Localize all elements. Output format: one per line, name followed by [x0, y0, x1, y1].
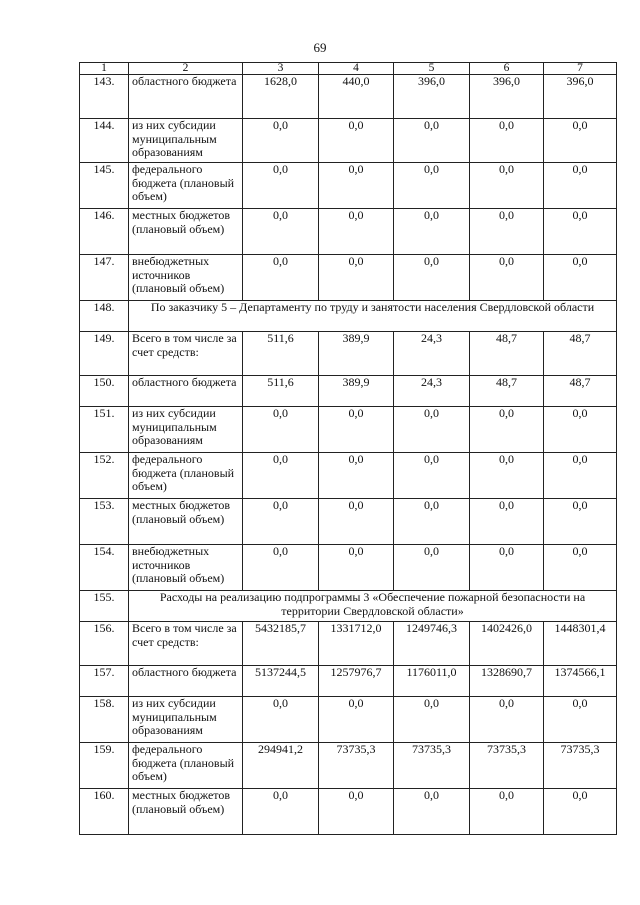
value-cell: 0,0	[470, 163, 544, 209]
row-label: областного бюджета	[129, 666, 243, 697]
row-label: местных бюджетов (плановый объем)	[129, 209, 243, 255]
value-cell: 1176011,0	[394, 666, 470, 697]
value-cell: 0,0	[544, 163, 617, 209]
value-cell: 48,7	[470, 376, 544, 407]
table-row	[80, 301, 617, 332]
table-row	[80, 453, 617, 499]
value-cell: 0,0	[470, 545, 544, 591]
row-label: местных бюджетов (плановый объем)	[129, 789, 243, 835]
table-row	[80, 407, 617, 453]
row-number: 150.	[80, 376, 129, 407]
value-cell: 0,0	[470, 407, 544, 453]
value-cell: 0,0	[394, 119, 470, 163]
value-cell: 0,0	[544, 499, 617, 545]
value-cell: 0,0	[319, 545, 394, 591]
row-number: 148.	[80, 301, 129, 332]
value-cell: 0,0	[319, 789, 394, 835]
value-cell: 0,0	[243, 789, 319, 835]
value-cell: 0,0	[243, 545, 319, 591]
value-cell: 0,0	[470, 119, 544, 163]
value-cell: 1331712,0	[319, 622, 394, 666]
value-cell: 0,0	[243, 163, 319, 209]
value-cell: 48,7	[470, 332, 544, 376]
row-number: 147.	[80, 255, 129, 301]
column-header: 5	[394, 63, 470, 75]
table-row	[80, 545, 617, 591]
section-heading: Расходы на реализацию подпрограммы 3 «Обеспечение пожарной безопасности на территории Свердловской области»	[129, 591, 617, 622]
value-cell: 0,0	[319, 209, 394, 255]
value-cell: 0,0	[319, 697, 394, 743]
value-cell: 1628,0	[243, 75, 319, 119]
row-number: 144.	[80, 119, 129, 163]
value-cell: 440,0	[319, 75, 394, 119]
value-cell: 0,0	[243, 697, 319, 743]
table-row	[80, 499, 617, 545]
value-cell: 1448301,4	[544, 622, 617, 666]
value-cell: 396,0	[544, 75, 617, 119]
table-row	[80, 697, 617, 743]
row-number: 145.	[80, 163, 129, 209]
row-number: 160.	[80, 789, 129, 835]
row-number: 158.	[80, 697, 129, 743]
value-cell: 0,0	[470, 209, 544, 255]
row-number: 146.	[80, 209, 129, 255]
value-cell: 73735,3	[544, 743, 617, 789]
row-label: областного бюджета	[129, 376, 243, 407]
value-cell: 73735,3	[470, 743, 544, 789]
value-cell: 0,0	[243, 119, 319, 163]
value-cell: 48,7	[544, 376, 617, 407]
value-cell: 0,0	[544, 407, 617, 453]
table-row	[80, 376, 617, 407]
row-number: 155.	[80, 591, 129, 622]
value-cell: 0,0	[544, 255, 617, 301]
value-cell: 0,0	[319, 119, 394, 163]
table-row	[80, 163, 617, 209]
column-header: 6	[470, 63, 544, 75]
row-number: 156.	[80, 622, 129, 666]
value-cell: 1402426,0	[470, 622, 544, 666]
value-cell: 0,0	[394, 499, 470, 545]
table-row	[80, 743, 617, 789]
value-cell: 389,9	[319, 376, 394, 407]
row-label: внебюджетных источников (плановый объем)	[129, 545, 243, 591]
row-number: 143.	[80, 75, 129, 119]
row-label: федерального бюджета (плановый объем)	[129, 453, 243, 499]
value-cell: 0,0	[394, 789, 470, 835]
row-label: областного бюджета	[129, 75, 243, 119]
value-cell: 396,0	[470, 75, 544, 119]
row-label: федерального бюджета (плановый объем)	[129, 163, 243, 209]
table-row	[80, 255, 617, 301]
value-cell: 0,0	[243, 407, 319, 453]
value-cell: 0,0	[470, 789, 544, 835]
value-cell: 396,0	[394, 75, 470, 119]
value-cell: 294941,2	[243, 743, 319, 789]
table-row	[80, 75, 617, 119]
row-label: Всего в том числе за счет средств:	[129, 622, 243, 666]
value-cell: 24,3	[394, 376, 470, 407]
column-header: 2	[129, 63, 243, 75]
value-cell: 0,0	[319, 453, 394, 499]
column-header: 3	[243, 63, 319, 75]
row-label: из них субсидии муниципальным образованиям	[129, 697, 243, 743]
value-cell: 1328690,7	[470, 666, 544, 697]
budget-table	[79, 62, 617, 835]
value-cell: 0,0	[394, 697, 470, 743]
value-cell: 0,0	[319, 407, 394, 453]
row-label: внебюджетных источников (плановый объем)	[129, 255, 243, 301]
value-cell: 511,6	[243, 376, 319, 407]
row-number: 149.	[80, 332, 129, 376]
section-heading: По заказчику 5 – Департаменту по труду и занятости населения Свердловской области	[129, 301, 617, 332]
value-cell: 0,0	[394, 163, 470, 209]
header-row	[80, 63, 617, 75]
table-row	[80, 119, 617, 163]
value-cell: 24,3	[394, 332, 470, 376]
value-cell: 0,0	[319, 163, 394, 209]
row-number: 159.	[80, 743, 129, 789]
value-cell: 389,9	[319, 332, 394, 376]
value-cell: 73735,3	[394, 743, 470, 789]
row-label: из них субсидии муниципальным образованиям	[129, 119, 243, 163]
row-number: 152.	[80, 453, 129, 499]
table-row	[80, 666, 617, 697]
value-cell: 0,0	[544, 545, 617, 591]
table-row	[80, 789, 617, 835]
value-cell: 0,0	[394, 407, 470, 453]
value-cell: 0,0	[243, 499, 319, 545]
value-cell: 0,0	[470, 255, 544, 301]
row-label: Всего в том числе за счет средств:	[129, 332, 243, 376]
value-cell: 5137244,5	[243, 666, 319, 697]
value-cell: 48,7	[544, 332, 617, 376]
value-cell: 0,0	[243, 255, 319, 301]
row-number: 154.	[80, 545, 129, 591]
value-cell: 0,0	[470, 499, 544, 545]
table-row	[80, 209, 617, 255]
value-cell: 0,0	[319, 255, 394, 301]
value-cell: 0,0	[394, 453, 470, 499]
value-cell: 0,0	[544, 119, 617, 163]
value-cell: 0,0	[470, 453, 544, 499]
value-cell: 1257976,7	[319, 666, 394, 697]
value-cell: 1249746,3	[394, 622, 470, 666]
value-cell: 0,0	[319, 499, 394, 545]
row-number: 157.	[80, 666, 129, 697]
value-cell: 0,0	[394, 209, 470, 255]
page-number: 69	[313, 40, 327, 55]
value-cell: 0,0	[544, 453, 617, 499]
value-cell: 73735,3	[319, 743, 394, 789]
value-cell: 0,0	[394, 255, 470, 301]
row-label: федерального бюджета (плановый объем)	[129, 743, 243, 789]
value-cell: 0,0	[243, 209, 319, 255]
column-header: 7	[544, 63, 617, 75]
table-row	[80, 622, 617, 666]
table-row	[80, 591, 617, 622]
row-number: 151.	[80, 407, 129, 453]
value-cell: 0,0	[243, 453, 319, 499]
table-row	[80, 332, 617, 376]
row-label: из них субсидии муниципальным образованиям	[129, 407, 243, 453]
value-cell: 0,0	[544, 789, 617, 835]
value-cell: 0,0	[544, 209, 617, 255]
value-cell: 0,0	[470, 697, 544, 743]
value-cell: 1374566,1	[544, 666, 617, 697]
row-label: местных бюджетов (плановый объем)	[129, 499, 243, 545]
value-cell: 5432185,7	[243, 622, 319, 666]
value-cell: 0,0	[544, 697, 617, 743]
value-cell: 0,0	[394, 545, 470, 591]
value-cell: 511,6	[243, 332, 319, 376]
row-number: 153.	[80, 499, 129, 545]
column-header: 4	[319, 63, 394, 75]
column-header: 1	[80, 63, 129, 75]
